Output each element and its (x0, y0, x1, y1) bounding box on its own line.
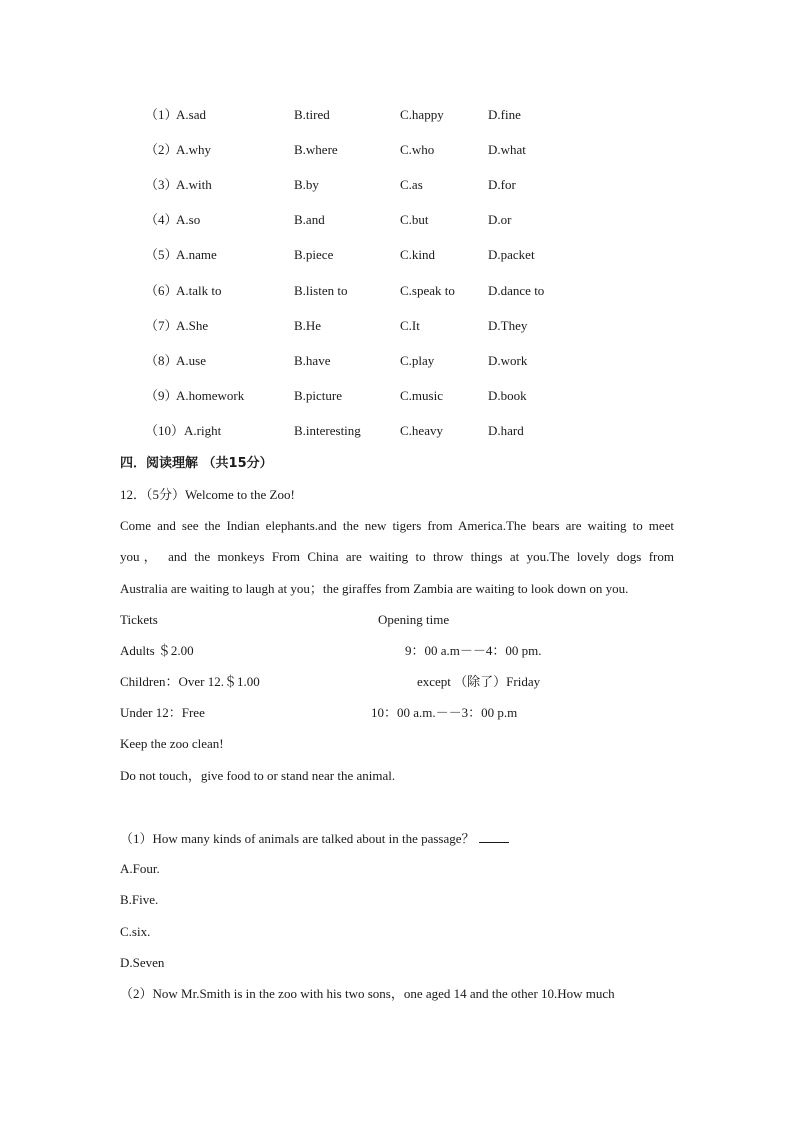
option-b: B.interesting (294, 423, 361, 438)
question-number: （3） (145, 177, 178, 192)
option-a: A.so (176, 212, 201, 227)
option-d: D.dance to (488, 283, 545, 298)
passage-line: you， and the monkeys From China are waiting to throw things at you.The lovely dogs from (120, 549, 674, 564)
option-row (0, 107, 794, 127)
under-12-price: Under 12：Free (120, 705, 205, 720)
option-b: B.picture (294, 388, 343, 403)
option-d: D.They (488, 318, 528, 333)
except-note: except （除了）Friday (417, 674, 541, 689)
option-row (0, 423, 794, 443)
passage-line: Come and see the Indian elephants.and the new tigers from America.The bears are waiting to meet (120, 518, 674, 533)
opening-time-1: 9：00 a.m－－4：00 pm. (405, 643, 542, 658)
option-b: B.by (294, 177, 319, 192)
option-d: D.fine (488, 107, 521, 122)
section-heading: 四．阅读理解 （共15分） (120, 456, 273, 471)
children-price: Children：Over 12.＄1.00 (120, 674, 260, 689)
option-c: C.speak to (400, 283, 455, 298)
option-a: A.why (176, 142, 212, 157)
option-a: A.She (176, 318, 209, 333)
option-a: A.homework (176, 388, 245, 403)
option-b: B.listen to (294, 283, 348, 298)
question-number: （5） (145, 247, 178, 262)
option-d: D.work (488, 353, 528, 368)
option-d: D.for (488, 177, 516, 192)
option-d: D.hard (488, 423, 524, 438)
choice-a: A.Four. (120, 861, 160, 876)
choice-d: D.Seven (120, 955, 165, 970)
option-c: C.heavy (400, 423, 443, 438)
sub-question-2: （2）Now Mr.Smith is in the zoo with his two sons，one aged 14 and the other 10.How much (120, 986, 615, 1001)
option-row (0, 353, 794, 373)
option-a: A.sad (176, 107, 206, 122)
option-row (0, 247, 794, 267)
passage-line: Australia are waiting to laugh at you；the giraffes from Zambia are waiting to look down on you. (120, 581, 629, 596)
option-row (0, 388, 794, 408)
question-number: （1） (145, 107, 178, 122)
option-b: B.He (294, 318, 322, 333)
option-c: C.music (400, 388, 443, 403)
option-row (0, 283, 794, 303)
option-c: C.but (400, 212, 429, 227)
option-c: C.as (400, 177, 423, 192)
option-b: B.piece (294, 247, 334, 262)
sub-question-1 (120, 830, 509, 847)
option-b: B.where (294, 142, 338, 157)
option-d: D.packet (488, 247, 535, 262)
option-c: C.play (400, 353, 435, 368)
option-a: A.use (176, 353, 206, 368)
question-number: （4） (145, 212, 178, 227)
option-b: B.have (294, 353, 331, 368)
tickets-label: Tickets (120, 612, 158, 627)
option-a: A.talk to (176, 283, 222, 298)
opening-time-label: Opening time (378, 612, 450, 627)
option-b: B.tired (294, 107, 330, 122)
question-number: （7） (145, 318, 178, 333)
option-c: C.happy (400, 107, 444, 122)
opening-time-2: 10：00 a.m.－－3：00 p.m (371, 705, 518, 720)
option-c: C.who (400, 142, 435, 157)
option-a: A.with (176, 177, 212, 192)
rule-note: Do not touch，give food to or stand near the animal. (120, 768, 396, 783)
question-number: （10） (145, 423, 185, 438)
adult-price: Adults ＄2.00 (120, 643, 194, 658)
answer-blank[interactable] (479, 830, 509, 843)
option-row (0, 212, 794, 232)
choice-c: C.six. (120, 924, 151, 939)
rule-note: Keep the zoo clean! (120, 736, 224, 751)
question-number: （9） (145, 388, 178, 403)
option-b: B.and (294, 212, 325, 227)
sub-question-1-text: （1）How many kinds of animals are talked about in the passage？ (120, 831, 475, 846)
question-number: （2） (145, 142, 178, 157)
choice-b: B.Five. (120, 892, 159, 907)
option-d: D.book (488, 388, 527, 403)
question-number: （6） (145, 283, 178, 298)
question-number: （8） (145, 353, 178, 368)
question-12-header: 12．（5分）Welcome to the Zoo! (120, 487, 295, 502)
option-row (0, 177, 794, 197)
option-d: D.what (488, 142, 526, 157)
option-a: A.name (176, 247, 217, 262)
option-row (0, 318, 794, 338)
option-row (0, 142, 794, 162)
option-c: C.kind (400, 247, 436, 262)
option-d: D.or (488, 212, 512, 227)
option-a: A.right (184, 423, 222, 438)
option-c: C.It (400, 318, 420, 333)
